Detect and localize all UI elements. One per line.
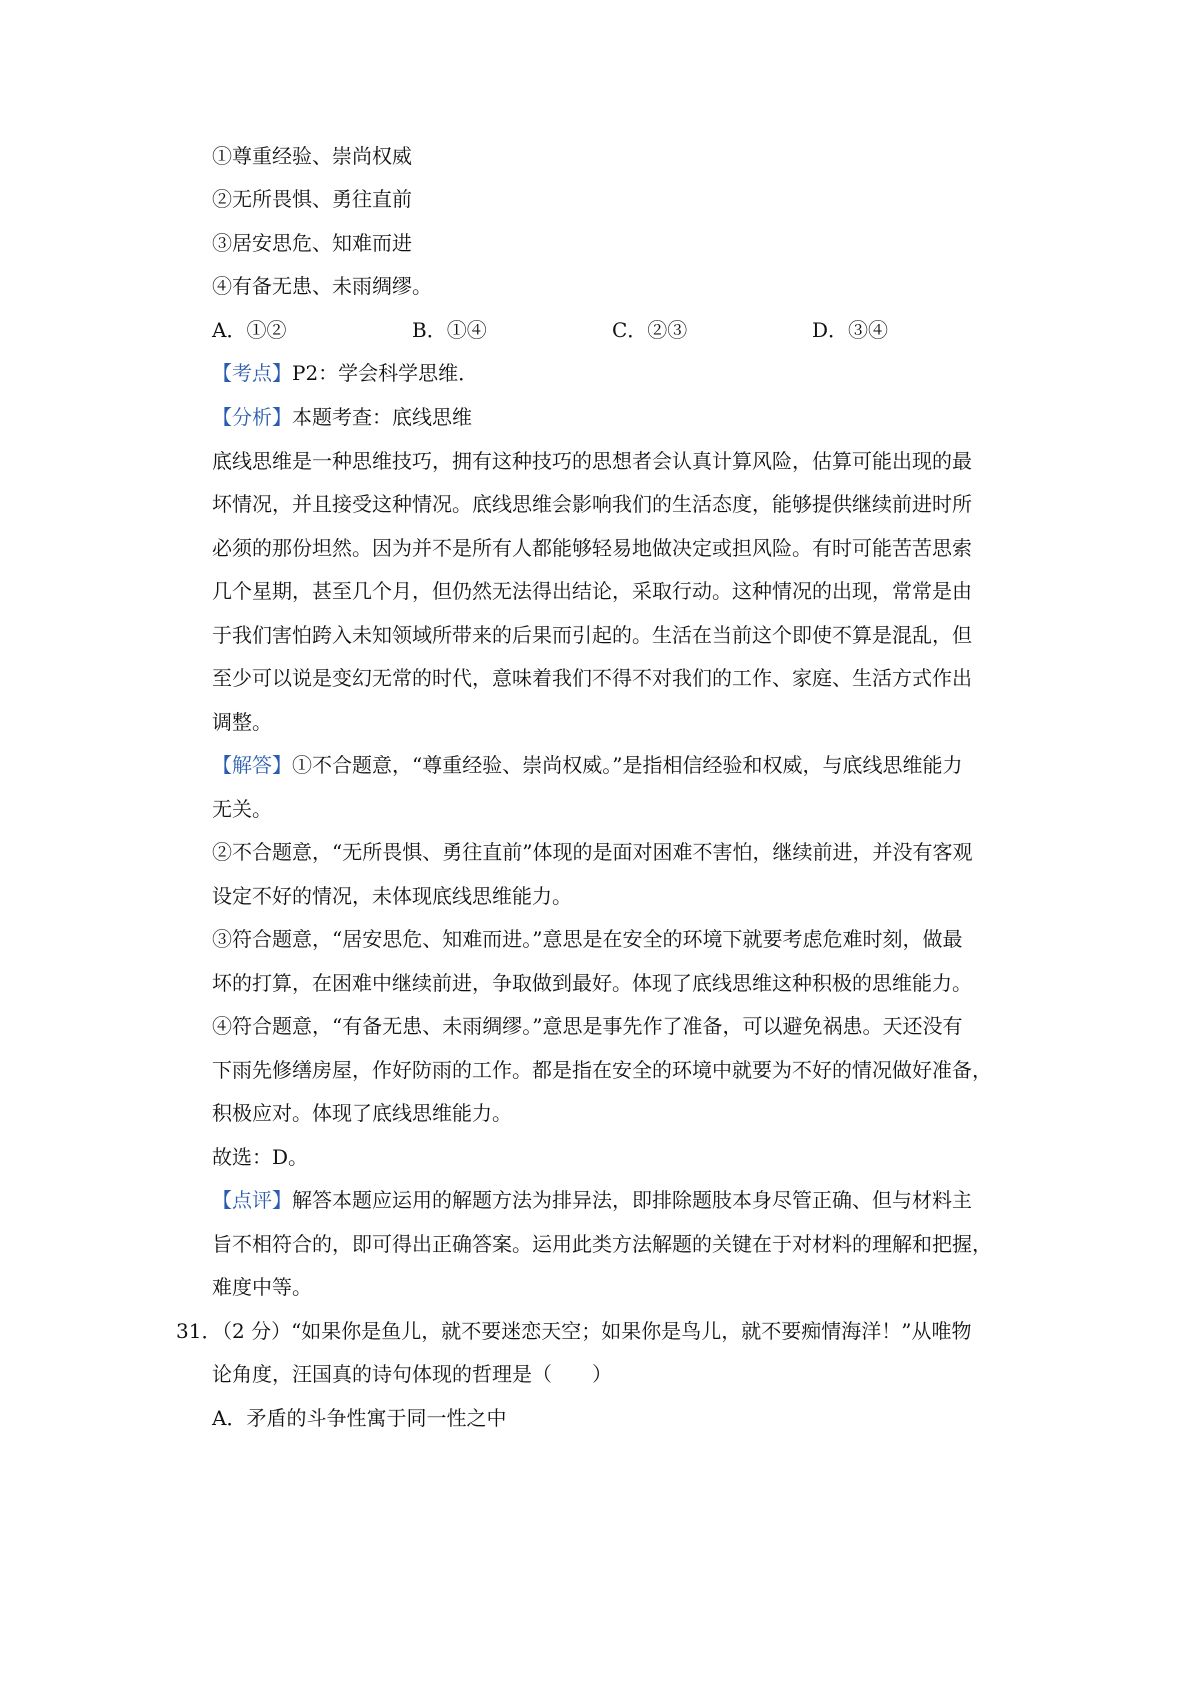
question-31-number: 31． (176, 1319, 222, 1343)
kaodian-text: P2：学会科学思维． (292, 361, 479, 385)
answer-line-8: 积极应对。体现了底线思维能力。 (212, 1101, 512, 1125)
answer-line-1: 无关。 (212, 797, 272, 821)
dianping-first-text: 解答本题应运用的解题方法为排异法，即排除题肢本身尽管正确、但与材料主 (292, 1188, 972, 1212)
comment-line-1: 旨不相符合的，即可得出正确答案。运用此类方法解题的关键在于对材料的理解和把握， (212, 1232, 992, 1256)
statement-4: ④有备无患、未雨绸缪。 (212, 274, 432, 298)
option-b: B．①④ (412, 318, 487, 342)
option-c: C．②③ (612, 318, 688, 342)
comment-line-2: 难度中等。 (212, 1275, 312, 1299)
fenxi-text: 本题考查：底线思维 (292, 405, 472, 429)
answer-choice: 故选：D。 (212, 1145, 309, 1169)
question-31-option-a: A．矛盾的斗争性寓于同一性之中 (212, 1406, 507, 1430)
kaodian-tag: 【考点】 (212, 361, 292, 385)
dianping-line (212, 1186, 972, 1214)
jieda-tag: 【解答】 (212, 753, 292, 777)
answer-line-5: 坏的打算，在困难中继续前进，争取做到最好。体现了底线思维这种积极的思维能力。 (212, 971, 972, 995)
analysis-line-5: 于我们害怕跨入未知领域所带来的后果而引起的。生活在当前这个即使不算是混乱，但 (212, 623, 972, 647)
jieda-line (212, 751, 962, 779)
analysis-line-3: 必须的那份坦然。因为并不是所有人都能够轻易地做决定或担风险。有时可能苦苦思索 (212, 536, 972, 560)
dianping-tag: 【点评】 (212, 1188, 292, 1212)
fenxi-line (212, 403, 472, 431)
kaodian-line (212, 359, 478, 387)
answer-line-6: ④符合题意，“有备无患、未雨绸缪。”意思是事先作了准备，可以避免祸患。天还没有 (212, 1014, 963, 1038)
jieda-first-text: ①不合题意，“尊重经验、崇尚权威。”是指相信经验和权威，与底线思维能力 (292, 753, 963, 777)
fenxi-tag: 【分析】 (212, 405, 292, 429)
analysis-line-1: 底线思维是一种思维技巧，拥有这种技巧的思想者会认真计算风险，估算可能出现的最 (212, 449, 972, 473)
statement-3: ③居安思危、知难而进 (212, 231, 412, 255)
question-31-stem-2: 论角度，汪国真的诗句体现的哲理是（ ） (212, 1362, 612, 1386)
answer-line-7: 下雨先修缮房屋，作好防雨的工作。都是指在安全的环境中就要为不好的情况做好准备， (212, 1058, 992, 1082)
statement-1: ①尊重经验、崇尚权威 (212, 144, 412, 168)
answer-line-3: 设定不好的情况，未体现底线思维能力。 (212, 884, 572, 908)
analysis-line-6: 至少可以说是变幻无常的时代，意味着我们不得不对我们的工作、家庭、生活方式作出 (212, 666, 972, 690)
analysis-line-2: 坏情况，并且接受这种情况。底线思维会影响我们的生活态度，能够提供继续前进时所 (212, 492, 972, 516)
analysis-line-7: 调整。 (212, 710, 272, 734)
answer-line-2: ②不合题意，“无所畏惧、勇往直前”体现的是面对困难不害怕，继续前进，并没有客观 (212, 840, 973, 864)
option-a: A．①② (212, 318, 287, 342)
question-31-stem-1: （2 分）“如果你是鱼儿，就不要迷恋天空；如果你是鸟儿，就不要痴情海洋！”从唯物 (212, 1319, 972, 1343)
analysis-line-4: 几个星期，甚至几个月，但仍然无法得出结论，采取行动。这种情况的出现，常常是由 (212, 579, 972, 603)
option-d: D．③④ (812, 318, 889, 342)
statement-2: ②无所畏惧、勇往直前 (212, 187, 412, 211)
answer-line-4: ③符合题意，“居安思危、知难而进。”意思是在安全的环境下就要考虑危难时刻，做最 (212, 927, 963, 951)
